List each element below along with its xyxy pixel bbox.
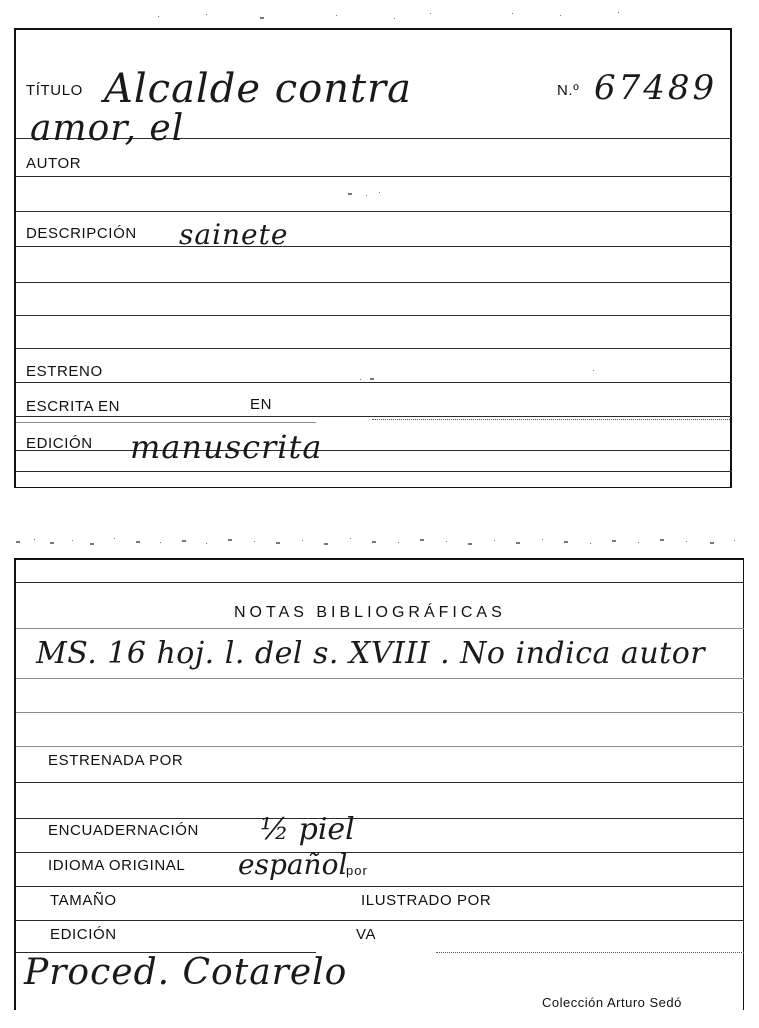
value-edicion: manuscrita [130,428,323,466]
label-descripcion: DESCRIPCIÓN [26,225,137,242]
label-edicion: EDICIÓN [26,435,93,452]
label-encuadernacion: ENCUADERNACIÓN [48,822,199,839]
rule-line [16,211,732,212]
label-estreno: ESTRENO [26,363,103,380]
rule-line [16,746,744,747]
scan-speckle-band [140,12,440,22]
rule-line [16,246,732,247]
rule-line [16,176,732,177]
label-va: VA [356,926,377,943]
value-notas: MS. 16 hoj. l. del s. XVIII . No indica autor [36,636,706,671]
scan-speckle [346,192,386,198]
label-tamano: TAMAÑO [50,892,117,909]
label-escrita-en: ESCRITA EN [26,398,121,415]
value-titulo-line2: amor, el [30,108,185,149]
label-numero: N.º [557,82,580,99]
rule-line [16,886,744,887]
rule-line [16,852,744,853]
rule-line [16,628,744,629]
label-en: EN [250,396,273,413]
rule-line [16,282,732,283]
label-titulo: TÍTULO [26,82,83,99]
rule-line [16,450,732,451]
value-descripcion: sainete [179,218,289,251]
rule-line-short [16,422,316,423]
rule-line [16,315,732,316]
label-estrenada-por: ESTRENADA POR [48,752,184,769]
scan-speckle [591,368,603,374]
catalogue-card-front [14,28,732,488]
scan-speckle [356,377,386,383]
rule-line [16,920,744,921]
notas-bibliograficas-heading: NOTAS BIBLIOGRÁFICAS [234,604,506,621]
value-numero: 67489 [594,68,718,108]
value-encuadernacion: ½ piel [260,812,355,847]
label-ilustrado-por: ILUSTRADO POR [361,892,492,909]
rule-line [16,678,744,679]
value-procedencia: Proced. Cotarelo [24,952,348,993]
value-idioma-original: español [238,848,348,881]
catalogue-card-back [14,558,744,1010]
value-titulo-line1: Alcalde contra [104,66,413,112]
rule-line-dotted [436,952,744,953]
scan-artifact-band [10,536,750,550]
rule-line [16,712,744,713]
rule-line [16,416,732,417]
rule-line [16,782,744,783]
rule-line-dotted [372,419,730,420]
label-edicion: EDICIÓN [50,926,117,943]
scan-speckle-band [500,10,650,18]
collection-footer: Colección Arturo Sedó [542,995,682,1010]
label-autor: AUTOR [26,155,82,172]
rule-line [16,471,732,472]
label-por: por [346,863,368,878]
rule-line [16,818,744,819]
rule-line [16,582,744,583]
rule-line [16,348,732,349]
label-idioma-original: IDIOMA ORIGINAL [48,857,186,874]
